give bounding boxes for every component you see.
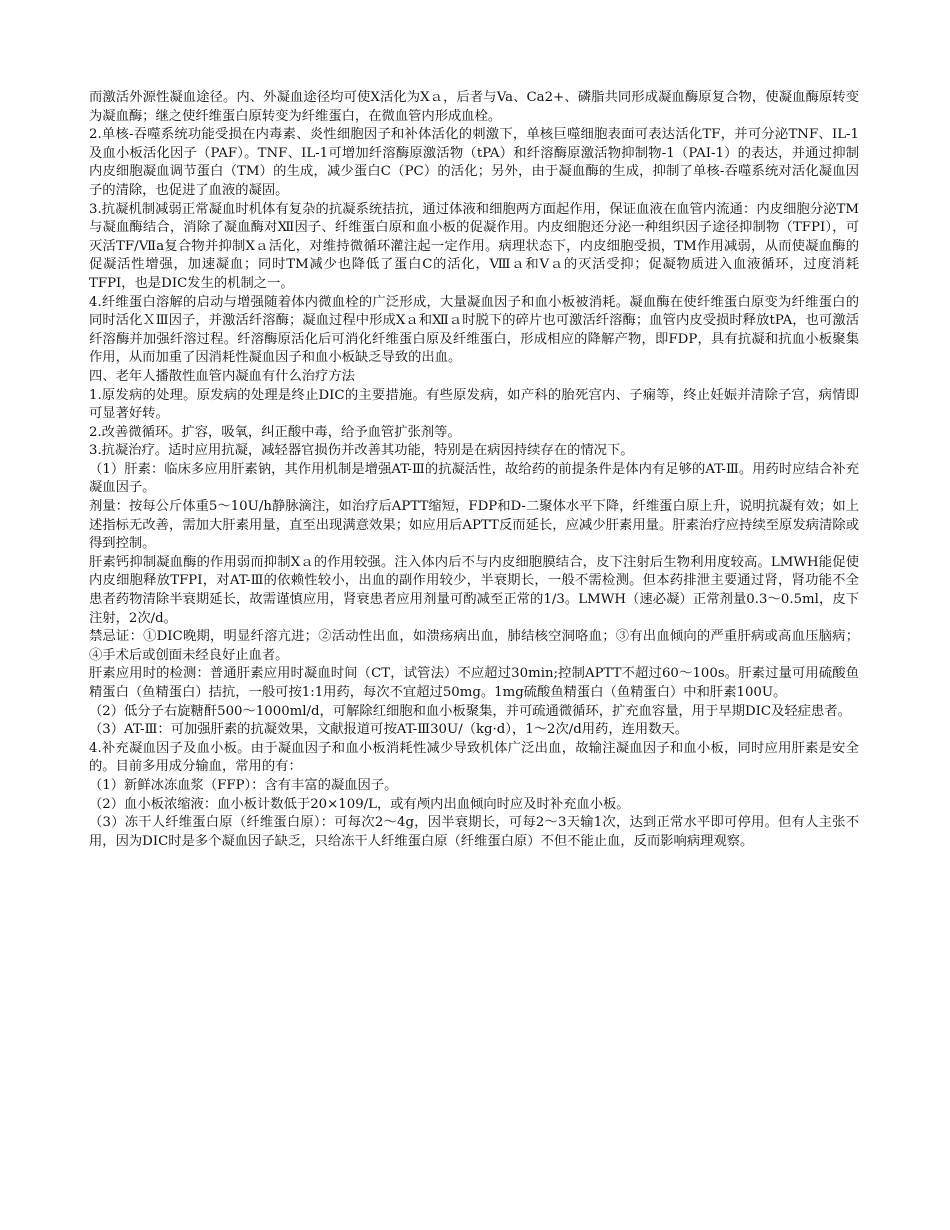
paragraph-dextran: （2）低分子右旋糖酐500～1000ml/d，可解除红细胞和血小板聚集，并可疏通微循环，扩充血容量，用于早期DIC及轻症患者。 <box>89 703 851 719</box>
paragraph-contraindications: 禁忌证：①DIC晚期，明显纤溶亢进；②活动性出血，如溃疡病出血，肺结核空洞咯血；③有出血倾向的严重肝病或高血压脑病；④手术后或创面未经良好止血者。 <box>89 629 859 663</box>
paragraph-anticoagulant-therapy: 3.抗凝治疗。适时应用抗凝，减轻器官损伤并改善其功能，特别是在病因持续存在的情况下。 <box>89 443 634 459</box>
paragraph-fibrinogen: （3）冻干人纤维蛋白原（纤维蛋白原）：可每次2～4g，因半衰期长，可每2～3天输1次，达到正常水平即可停用。但有人主张不用，因为DIC时是多个凝血因子缺乏，只给冻干人纤维蛋白原（纤维蛋白原）不但不能止血，反而影响病理观察。 <box>89 815 859 849</box>
paragraph-heparin: （1）肝素：临床多应用肝素钠，其作用机制是增强AT-Ⅲ的抗凝活性，故给药的前提条件是体内有足够的AT-Ⅲ。用药时应结合补充凝血因子。 <box>89 461 859 496</box>
paragraph-heparin-monitoring: 肝素应用时的检测：普通肝素应用时凝血时间（CT，试管法）不应超过30min;控制APTT不超过60～100s。肝素过量可用硫酸鱼精蛋白（鱼精蛋白）拮抗，一般可按1:1用药，每次不宜超过50mg。1mg硫酸鱼精蛋白（鱼精蛋白）中和肝素100U。 <box>89 666 859 700</box>
paragraph-dosage: 剂量：按每公斤体重5～10U/h静脉滴注，如治疗后APTT缩短，FDP和D-二聚体水平下降，纤维蛋白原上升，说明抗凝有效；如上述指标无改善，需加大肝素用量，直至出现满意效果；如应用后APTT反而延长，应减少肝素用量。肝素治疗应持续至原发病清除或得到控制。 <box>89 499 859 552</box>
paragraph-anticoagulation: 3.抗凝机制减弱正常凝血时机体有复杂的抗凝系统拮抗，通过体液和细胞两方面起作用，保证血液在血管内流通：内皮细胞分泌TM与凝血酶结合，消除了凝血酶对Ⅻ因子、纤维蛋白原和血小板的促凝作用。内皮细胞还分泌一种组织因子途径抑制物（TFPI），可灭活TF/Ⅶa复合物并抑制Ⅹａ活化，对维持微循环灌注起一定作用。病理状态下，内皮细胞受损，TM作用减弱，从而使凝血酶的促凝活性增强，加速凝血；同时TM减少也降低了蛋白C的活化，Ⅷａ和Ⅴａ的灭活受抑；促凝物质进入血液循环，过度消耗TFPI，也是DIC发生的机制之一。 <box>89 201 859 291</box>
section-heading-treatment: 四、老年人播散性血管内凝血有什么治疗方法 <box>89 368 355 384</box>
paragraph-platelet: （2）血小板浓缩液：血小板计数低于20×109/L，或有颅内出血倾向时应及时补充血小板。 <box>89 796 630 812</box>
paragraph-heparin-calcium: 肝素钙抑制凝血酶的作用弱而抑制Ⅹａ的作用较强。注入体内后不与内皮细胞膜结合，皮下注射后生物利用度较高。LMWH能促使内皮细胞释放TFPI，对AT-Ⅲ的依赖性较小，出血的副作用较少，半衰期长，一般不需检测。但本药排泄主要通过肾，肾功能不全患者药物清除半衰期延长，故需谨慎应用，肾衰患者应用剂量可酌减至正常的1/3。LMWH（速必凝）正常剂量0.3～0.5ml，皮下注射，2次/d。 <box>89 554 859 626</box>
paragraph-at-iii: （3）AT-Ⅲ：可加强肝素的抗凝效果，文献报道可按AT-Ⅲ30U/（kg·d），1～2次/d用药，连用数天。 <box>89 722 689 738</box>
paragraph-fibrinolysis: 4.纤维蛋白溶解的启动与增强随着体内微血栓的广泛形成，大量凝血因子和血小板被消耗。凝血酶在使纤维蛋白原变为纤维蛋白的同时活化ＸⅢ因子，并激活纤溶酶；凝血过程中形成Ⅹａ和Ⅻａ时脱下的碎片也可激活纤溶酶；血管内皮受损时释放tPA，也可激活纤溶酶并加强纤溶过程。纤溶酶原活化后可消化纤维蛋白原及纤维蛋白，形成相应的降解产物，即FDP，具有抗凝和抗血小板聚集作用，从而加重了因消耗性凝血因子和血小板缺乏导致的出血。 <box>89 294 859 366</box>
paragraph-ffp: （1）新鲜冰冻血浆（FFP）：含有丰富的凝血因子。 <box>89 777 398 793</box>
paragraph-coagulation-pathway: 而激活外源性凝血途径。内、外凝血途径均可使Ⅹ活化为Ⅹａ，后者与Va、Ca2+、磷脂共同形成凝血酶原复合物，使凝血酶原转变为凝血酶；继之使纤维蛋白原转变为纤维蛋白，在微血管内形成血栓。 <box>89 90 859 124</box>
paragraph-primary-disease: 1.原发病的处理。原发病的处理是终止DIC的主要措施。有些原发病，如产科的胎死宫内、子痫等，终止妊娠并清除子宫，病情即可显著好转。 <box>89 387 859 422</box>
document-page <box>89 89 859 851</box>
paragraph-mononuclear-phagocyte: 2.单核-吞噬系统功能受损在内毒素、炎性细胞因子和补体活化的刺激下，单核巨噬细胞表面可表达活化TF，并可分泌TNF、IL-1及血小板活化因子（PAF）。TNF、IL-1可增加纤溶酶原激活物（tPA）和纤溶酶原激活物抑制物-1（PAI-1）的表达，并通过抑制内皮细胞凝血调节蛋白（TM）的生成，减少蛋白C（PC）的活化；另外，由于凝血酶的生成，抑制了单核-吞噬系统对活化凝血因子的清除，也促进了血液的凝固。 <box>89 127 859 198</box>
paragraph-supplement-factors: 4.补充凝血因子及血小板。由于凝血因子和血小板消耗性减少导致机体广泛出血，故输注凝血因子和血小板，同时应用肝素是安全的。目前多用成分输血，常用的有： <box>89 740 859 775</box>
paragraph-microcirculation: 2.改善微循环。扩容，吸氧，纠正酸中毒，给予血管扩张剂等。 <box>89 424 461 440</box>
